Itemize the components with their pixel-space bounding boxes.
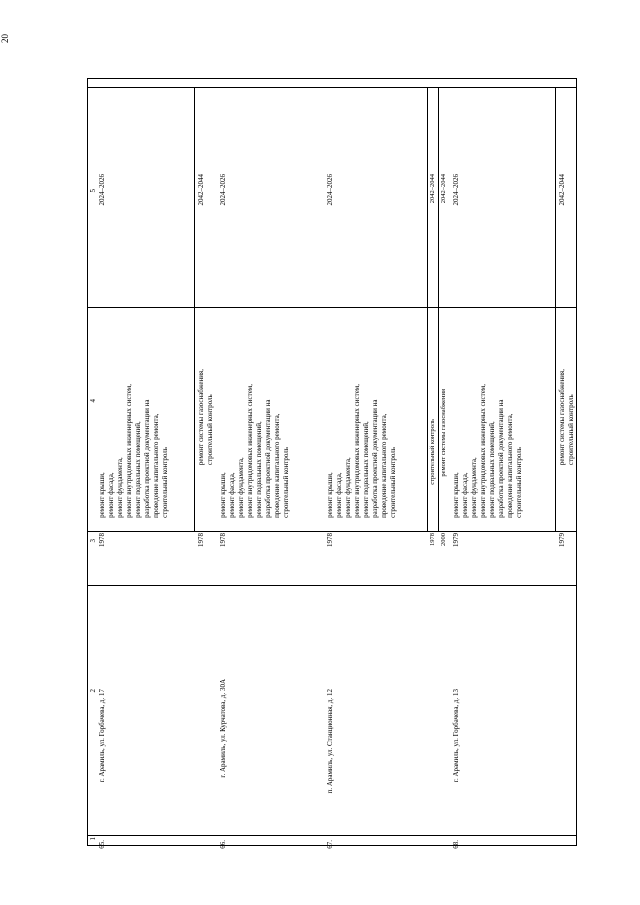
row-year: 1978 — [98, 533, 106, 547]
divider — [88, 307, 576, 308]
row-period: 2024–2026 — [219, 174, 227, 206]
row-year: 1979 — [452, 533, 460, 547]
divider — [88, 87, 576, 88]
divider — [555, 87, 556, 531]
row-number: 65. — [98, 840, 106, 849]
row-period: 2024–2026 — [98, 174, 106, 206]
row-year: 1978 — [219, 533, 227, 547]
divider — [88, 585, 576, 586]
row-period: 2024–2026 — [326, 174, 334, 206]
row-work: ремонт системы газоснабжения, строительный контроль — [197, 369, 214, 466]
row-work: ремонт крыши, ремонт фасада, ремонт фундамента, ремонт внутридомовых инженерных систем, ремонт подвальных помещений, разработка проектной документации на проведение капитального ремонта, строительный контроль — [326, 384, 397, 518]
row-period: 2042–2044 — [429, 174, 436, 204]
row-year: 1978 — [429, 533, 436, 546]
row-period: 2042–2044 — [558, 174, 566, 206]
divider — [438, 87, 439, 531]
row-address: п. Арамиль, ул. Станционная, д. 12 — [326, 689, 334, 794]
row-year: 2000 — [440, 533, 447, 546]
row-address: г. Арамиль, ул. Курчатова, д. 30А — [219, 679, 227, 778]
row-year: 1979 — [558, 533, 566, 547]
row-year: 1978 — [326, 533, 334, 547]
row-period: 2042–2044 — [440, 174, 447, 204]
row-number: 66. — [219, 840, 227, 849]
row-number: 67. — [326, 840, 334, 849]
header-col-5: 5 — [89, 189, 97, 193]
row-work: ремонт системы газоснабжения — [440, 389, 447, 477]
header-col-3: 3 — [89, 539, 97, 543]
header-col-2: 2 — [89, 689, 97, 693]
row-work: ремонт системы газоснабжения, строительный контроль — [558, 369, 575, 466]
repair-schedule-table — [87, 78, 577, 849]
row-work: ремонт крыши, ремонт фасада, ремонт фундамента, ремонт внутридомовых инженерных систем, ремонт подвальных помещений, разработка проектной документации на проведение капитального ремонта, строительный контроль — [219, 384, 290, 518]
row-period: 2042–2044 — [197, 174, 205, 206]
row-work: ремонт крыши, ремонт фасада, ремонт фундамента, ремонт внутридомовых инженерных систем, ремонт подвальных помещений, разработка проектной документации на проведение капитального ремонта, строительный контроль — [452, 384, 523, 518]
header-col-4: 4 — [89, 399, 97, 403]
divider — [427, 87, 428, 531]
row-address: г. Арамиль, ул. Горбачева, д. 17 — [98, 689, 106, 783]
page-number: 20 — [0, 34, 10, 44]
header-col-1: 1 — [89, 837, 97, 841]
row-period: 2024–2026 — [452, 174, 460, 206]
divider — [194, 87, 195, 531]
row-work: строительный контроль — [429, 419, 436, 485]
row-year: 1978 — [197, 533, 205, 547]
row-work: ремонт крыши, ремонт фасада, ремонт фундамента, ремонт внутридомовых инженерных систем, ремонт подвальных помещений, разработка проектной документации на проведение капитального ремонта, строительный контроль — [98, 384, 169, 518]
divider — [88, 835, 576, 836]
divider — [88, 531, 576, 532]
row-number: 68. — [452, 840, 460, 849]
row-address: г. Арамиль, ул. Горбачева, д. 13 — [452, 689, 460, 783]
